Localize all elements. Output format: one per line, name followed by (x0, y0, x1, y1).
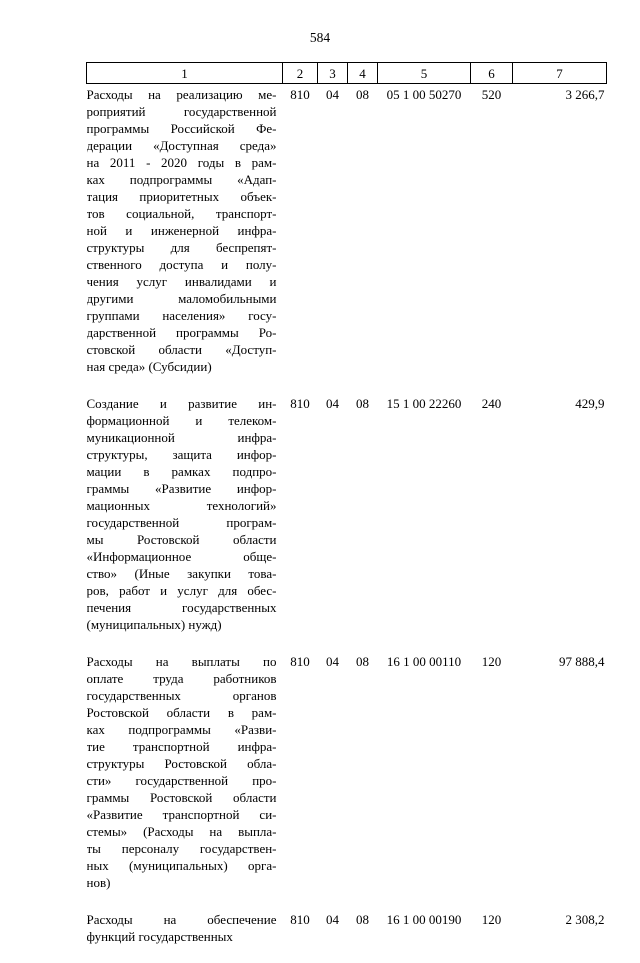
description-line: структуры для беспрепят- (86, 240, 277, 255)
column-header-7: 7 (513, 63, 607, 84)
table-row (87, 909, 607, 963)
description-line: стемы» (Расходы на выпла- (86, 824, 277, 839)
expense-description (87, 651, 283, 909)
expense-type-code: 120 (481, 654, 502, 669)
amount-value: 97 888,4 (559, 654, 605, 669)
budget-table (86, 62, 607, 963)
subsection-code: 08 (356, 396, 369, 411)
expense-type-code: 120 (481, 912, 502, 927)
description-line: стовской области «Доступ- (86, 342, 277, 357)
description-line: граммы Ростовской области (86, 790, 277, 805)
description-line: ных (муниципальных) орга- (86, 858, 277, 873)
target-article-code: 15 1 00 22260 (386, 396, 462, 411)
description-line: Расходы на выплаты по (86, 654, 277, 669)
description-line: ты персоналу государствен- (86, 841, 277, 856)
description-line: дарственной программы Ро- (86, 325, 277, 340)
description-line: ство» (Иные закупки това- (86, 566, 277, 581)
ministry-code: 810 (290, 912, 310, 927)
description-line: функций государственных (86, 929, 233, 944)
table-row (87, 651, 607, 909)
expense-description (87, 84, 283, 394)
description-line: (муниципальных) нужд) (86, 617, 222, 632)
subsection-code: 08 (356, 912, 369, 927)
description-line: чения услуг инвалидами и (86, 274, 277, 289)
description-line: сти» государственной про- (86, 773, 277, 788)
column-header-4: 4 (348, 63, 378, 84)
subsection-code: 08 (356, 654, 369, 669)
description-line: ственного доступа и полу- (86, 257, 277, 272)
description-line: граммы «Развитие инфор- (86, 481, 277, 496)
description-line: ная среда» (Субсидии) (86, 359, 212, 374)
target-article-code: 16 1 00 00190 (386, 912, 462, 927)
description-line: тов социальной, транспорт- (86, 206, 277, 221)
description-line: мы Ростовской области (86, 532, 277, 547)
column-header-6: 6 (471, 63, 513, 84)
target-article-code: 16 1 00 00110 (386, 654, 462, 669)
ministry-code: 810 (290, 396, 310, 411)
description-line: структуры Ростовской обла- (86, 756, 277, 771)
column-header-3: 3 (318, 63, 348, 84)
description-line: нов) (86, 875, 111, 890)
section-code: 04 (326, 654, 339, 669)
description-line: Расходы на реализацию ме- (86, 87, 277, 102)
section-code: 04 (326, 396, 339, 411)
column-header-5: 5 (378, 63, 471, 84)
description-line: мационных технологий» (86, 498, 277, 513)
description-line: ной и инженерной инфра- (86, 223, 277, 238)
description-line: печения государственных (86, 600, 277, 615)
description-line: группами населения» госу- (86, 308, 277, 323)
amount-value: 2 308,2 (565, 912, 605, 927)
section-code: 04 (326, 912, 339, 927)
column-header-2: 2 (283, 63, 318, 84)
subsection-code: 08 (356, 87, 369, 102)
description-line: оплате труда работников (86, 671, 277, 686)
description-line: Расходы на обеспечение (86, 912, 277, 927)
expense-description (87, 909, 283, 963)
expense-type-code: 240 (481, 396, 502, 411)
description-line: другими маломобильными (86, 291, 277, 306)
amount-value: 429,9 (575, 396, 605, 411)
description-line: ках подпрограммы «Разви- (86, 722, 277, 737)
description-line: мации в рамках подпро- (86, 464, 277, 479)
description-line: ров, работ и услуг для обес- (86, 583, 277, 598)
description-line: «Развитие транспортной си- (86, 807, 277, 822)
description-line: Ростовской области в рам- (86, 705, 277, 720)
page-number: 584 (309, 30, 331, 45)
expense-type-code: 520 (481, 87, 502, 102)
section-code: 04 (326, 87, 339, 102)
ministry-code: 810 (290, 654, 310, 669)
description-line: на 2011 - 2020 годы в рам- (86, 155, 277, 170)
description-line: Создание и развитие ин- (86, 396, 277, 411)
ministry-code: 810 (290, 87, 310, 102)
table-header-row (87, 63, 607, 84)
description-line: муникационной инфра- (86, 430, 277, 445)
description-line: государственных органов (86, 688, 277, 703)
target-article-code: 05 1 00 50270 (386, 87, 462, 102)
description-line: государственной програм- (86, 515, 277, 530)
description-line: формационной и телеком- (86, 413, 277, 428)
table-row (87, 84, 607, 394)
column-header-1: 1 (87, 63, 283, 84)
table-row (87, 393, 607, 651)
description-line: структуры, защита инфор- (86, 447, 277, 462)
description-line: тие транспортной инфра- (86, 739, 277, 754)
expense-description (87, 393, 283, 651)
amount-value: 3 266,7 (565, 87, 605, 102)
description-line: дерации «Доступная среда» (86, 138, 277, 153)
description-line: программы Российской Фе- (86, 121, 277, 136)
description-line: ках подпрограммы «Адап- (86, 172, 277, 187)
description-line: «Информационное обще- (86, 549, 277, 564)
description-line: тация приоритетных объек- (86, 189, 277, 204)
description-line: роприятий государственной (86, 104, 277, 119)
